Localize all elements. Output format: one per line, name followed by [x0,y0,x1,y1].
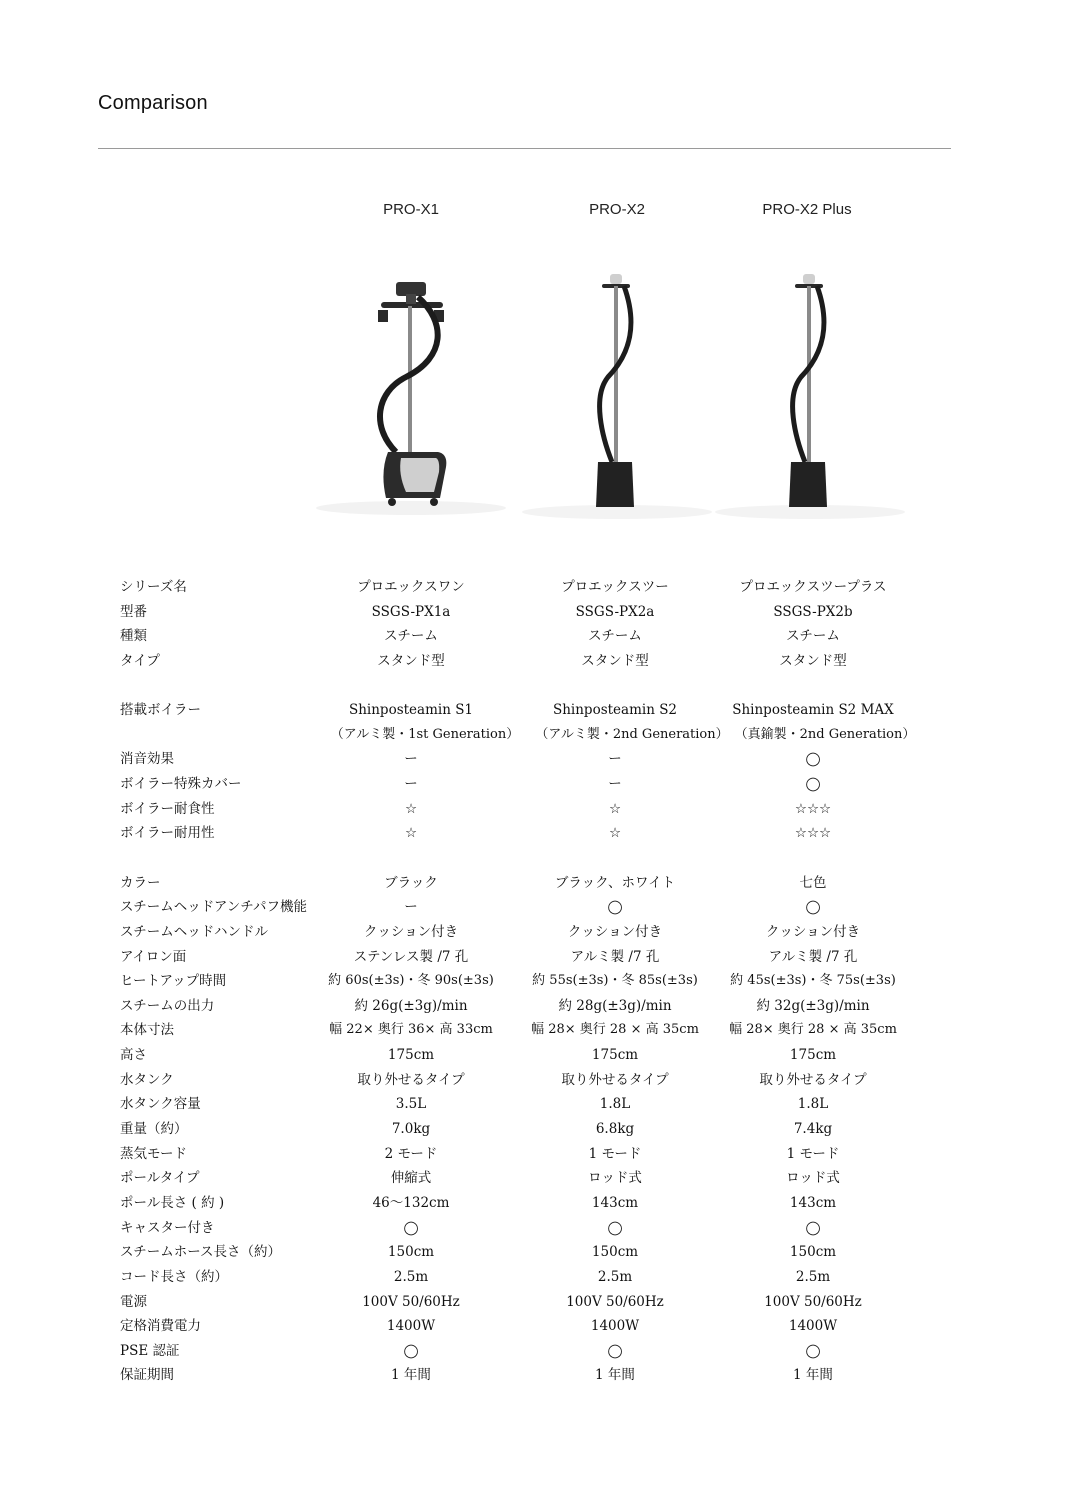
spec-row-dimensions [0,1018,1072,1042]
spec-value-pro-x2-plus: 175cm [789,1047,837,1063]
spec-value-pro-x2: SSGS-PX2a [575,604,655,620]
spec-value-pro-x2: スチーム [588,628,642,644]
spec-value-pro-x2-plus: 1400W [788,1318,838,1334]
spec-value-pro-x2: ロッド式 [588,1170,642,1186]
spec-row-steam-mode [0,1142,1072,1166]
spec-label: 保証期間 [120,1367,174,1383]
product-image-pro-x1 [306,262,516,524]
spec-value-pro-x2: 175cm [591,1047,639,1063]
spec-value-pro-x2-plus: ロッド式 [786,1170,840,1186]
spec-label: 消音効果 [120,751,174,767]
spec-value-pro-x2-plus: 幅 28× 奥行 28 × 高 35cm [729,1022,897,1037]
spec-row-cord-length [0,1265,1072,1289]
spec-value-pro-x2: ◯ [607,899,623,915]
spec-value-pro-x2: 2.5m [597,1269,633,1285]
spec-label: シリーズ名 [120,579,187,595]
spec-row-boiler-detail [0,723,1072,747]
spec-row-corrosion [0,797,1072,821]
spec-value-pro-x1: 2 モード [384,1146,438,1162]
spec-value-pro-x2: アルミ製 /7 孔 [570,949,660,965]
spec-row-iron-surface [0,945,1072,969]
spec-label: ポールタイプ [120,1170,200,1186]
spec-value-pro-x1: 3.5L [395,1096,427,1112]
spec-row-warranty [0,1363,1072,1387]
spec-label: ボイラー耐食性 [120,801,215,817]
spec-row-tank-capacity [0,1092,1072,1116]
spec-row-heatup-time [0,969,1072,993]
spec-label: キャスター付き [120,1220,215,1236]
header-divider [98,148,951,149]
spec-row-kind [0,624,1072,648]
spec-value-pro-x2-plus: 143cm [789,1195,837,1211]
spec-value-pro-x2: 幅 28× 奥行 28 × 高 35cm [531,1022,699,1037]
spec-value-pro-x2: ☆ [608,825,622,841]
spec-label: 蒸気モード [120,1146,187,1162]
spec-value-pro-x1: スタンド型 [377,653,445,669]
spec-value-pro-x1: ☆ [404,825,418,841]
spec-row-steam-output [0,994,1072,1018]
spec-row-rated-power [0,1314,1072,1338]
spec-row-pse [0,1339,1072,1363]
spec-row-water-tank [0,1068,1072,1092]
spec-value-pro-x1: ☆ [404,801,418,817]
spec-label: ボイラー耐用性 [120,825,215,841]
spec-value-pro-x1: ◯ [403,1343,419,1359]
spec-value-pro-x2-plus: プロエックスツープラス [739,579,887,595]
spec-value-pro-x2: 1 年間 [595,1367,635,1383]
spec-label: 水タンク [120,1072,174,1088]
spec-value-pro-x1: 1400W [386,1318,436,1334]
spec-row-pole-type [0,1166,1072,1190]
spec-value-pro-x1: 約 60s(±3s)・冬 90s(±3s) [328,973,494,988]
spec-row-boiler-cover [0,772,1072,796]
spec-row-series-name [0,575,1072,599]
spec-label: カラー [120,875,161,891]
spec-value-pro-x2: ◯ [607,1220,623,1236]
spec-value-pro-x2-plus: 1 モード [786,1146,840,1162]
spec-row-head-handle [0,920,1072,944]
spec-row-model-number [0,600,1072,624]
spec-value-pro-x2-plus: 取り外せるタイプ [759,1072,867,1088]
spec-label: 重量（約） [120,1121,188,1137]
model-name-pro-x1: PRO-X1 [383,201,439,218]
model-name-pro-x2-plus: PRO-X2 Plus [762,201,852,218]
spec-label: 搭載ボイラー [120,702,201,718]
spec-value-pro-x2-plus: ◯ [805,1343,821,1359]
spec-value-pro-x2-plus: クッション付き [765,924,861,940]
spec-value-pro-x1: 7.0kg [391,1121,431,1137]
spec-row-boiler [0,698,1072,722]
spec-value-pro-x2-plus: SSGS-PX2b [773,604,853,620]
spec-value-pro-x2-plus: 150cm [789,1244,837,1260]
spec-value-pro-x2: ブラック、ホワイト [554,875,676,891]
spec-value-pro-x2-plus: 約 45s(±3s)・冬 75s(±3s) [730,973,896,988]
spec-label: ボイラー特殊カバー [120,776,242,792]
spec-value-pro-x2: 143cm [591,1195,639,1211]
spec-value-pro-x2-plus: ◯ [805,1220,821,1236]
spec-value-pro-x2: 6.8kg [595,1121,635,1137]
spec-value-pro-x2-plus: 2.5m [795,1269,831,1285]
spec-value-pro-x2: ◯ [607,1343,623,1359]
spec-value-pro-x2-plus: 約 32g(±3g)/min [756,998,870,1014]
spec-value-pro-x2-plus: アルミ製 /7 孔 [768,949,858,965]
spec-row-durability [0,821,1072,845]
spec-value-pro-x2-plus: 1 年間 [793,1367,833,1383]
spec-value-pro-x2-plus: ◯ [805,751,821,767]
spec-value-pro-x1: プロエックスワン [357,579,465,595]
spec-value-pro-x2: （アルミ製・2nd Generation） [535,727,729,742]
spec-value-pro-x2: 取り外せるタイプ [561,1072,669,1088]
spec-value-pro-x2-plus: 七色 [799,875,827,891]
spec-value-pro-x2: 1 モード [588,1146,642,1162]
page-title: Comparison [98,92,208,114]
spec-value-pro-x1: 100V 50/60Hz [362,1294,460,1310]
spec-label: スチームヘッドハンドル [120,924,268,940]
spec-value-pro-x2-plus: ☆☆☆ [794,825,832,841]
spec-label: タイプ [120,653,160,669]
spec-value-pro-x2-plus: スチーム [786,628,840,644]
spec-value-pro-x1: ー [404,751,418,767]
spec-value-pro-x1: 150cm [387,1244,435,1260]
spec-value-pro-x2: 約 55s(±3s)・冬 85s(±3s) [532,973,698,988]
model-name-pro-x2: PRO-X2 [589,201,645,218]
spec-value-pro-x1: 1 年間 [391,1367,431,1383]
spec-label: 高さ [120,1047,147,1063]
spec-row-height [0,1043,1072,1067]
spec-label: スチームヘッドアンチパフ機能 [120,899,307,915]
spec-row-weight [0,1117,1072,1141]
spec-label: スチームホース長さ（約） [120,1244,282,1260]
spec-value-pro-x2: ー [608,751,622,767]
spec-value-pro-x2-plus: ◯ [805,899,821,915]
spec-row-pole-length [0,1191,1072,1215]
spec-value-pro-x2: Shinposteamin S2 [552,702,678,718]
spec-value-pro-x2: 1400W [590,1318,640,1334]
spec-label: 本体寸法 [120,1022,174,1038]
spec-value-pro-x2: 150cm [591,1244,639,1260]
spec-label: ヒートアップ時間 [120,973,227,989]
spec-value-pro-x2-plus: ◯ [805,776,821,792]
spec-value-pro-x1: 約 26g(±3g)/min [354,998,468,1014]
spec-label: 種類 [120,628,147,644]
spec-value-pro-x2: ー [608,776,622,792]
spec-label: 電源 [120,1294,147,1310]
spec-value-pro-x1: 175cm [387,1047,435,1063]
spec-value-pro-x2: 100V 50/60Hz [566,1294,664,1310]
spec-value-pro-x2-plus: ☆☆☆ [794,801,832,817]
spec-value-pro-x1: 2.5m [393,1269,429,1285]
spec-value-pro-x1: ー [404,899,418,915]
spec-value-pro-x1: 取り外せるタイプ [357,1072,465,1088]
spec-value-pro-x1: 幅 22× 奥行 36× 高 33cm [329,1022,493,1037]
product-image-pro-x2-plus [705,262,915,524]
spec-label: ポール長さ ( 約 ) [120,1195,225,1211]
spec-value-pro-x2-plus: 100V 50/60Hz [764,1294,862,1310]
spec-label: アイロン面 [120,949,187,965]
spec-row-anti-puff [0,895,1072,919]
spec-value-pro-x2-plus: 7.4kg [793,1121,833,1137]
spec-value-pro-x2-plus: 1.8L [797,1096,829,1112]
spec-value-pro-x1: 伸縮式 [390,1170,432,1186]
product-image-pro-x2 [512,262,722,524]
spec-value-pro-x1: スチーム [384,628,438,644]
spec-value-pro-x1: （アルミ製・1st Generation） [330,727,520,742]
spec-value-pro-x2: ☆ [608,801,622,817]
spec-label: スチームの出力 [120,998,215,1014]
spec-row-type [0,649,1072,673]
spec-value-pro-x1: Shinposteamin S1 [348,702,474,718]
spec-value-pro-x1: ◯ [403,1220,419,1236]
spec-value-pro-x1: ー [404,776,418,792]
spec-value-pro-x1: 46〜132cm [372,1195,450,1211]
spec-value-pro-x1: ブラック [384,875,438,891]
spec-value-pro-x2: 1.8L [599,1096,631,1112]
spec-value-pro-x1: SSGS-PX1a [371,604,451,620]
spec-row-hose-length [0,1240,1072,1264]
spec-label: 定格消費電力 [120,1318,201,1334]
spec-label: PSE 認証 [120,1343,180,1359]
spec-row-color [0,871,1072,895]
spec-value-pro-x2: プロエックスツー [561,579,669,595]
spec-row-power-supply [0,1290,1072,1314]
spec-row-noise [0,747,1072,771]
spec-value-pro-x2-plus: スタンド型 [779,653,847,669]
spec-value-pro-x2-plus: Shinposteamin S2 MAX [732,702,894,718]
spec-value-pro-x1: クッション付き [363,924,459,940]
spec-label: 水タンク容量 [120,1096,201,1112]
spec-value-pro-x2: クッション付き [567,924,663,940]
spec-value-pro-x2: 約 28g(±3g)/min [558,998,672,1014]
spec-label: 型番 [120,604,147,620]
spec-value-pro-x1: ステンレス製 /7 孔 [353,949,469,965]
spec-label: コード長さ（約） [120,1269,228,1285]
spec-value-pro-x2: スタンド型 [581,653,649,669]
spec-row-casters [0,1216,1072,1240]
spec-value-pro-x2-plus: （真鍮製・2nd Generation） [734,727,916,742]
